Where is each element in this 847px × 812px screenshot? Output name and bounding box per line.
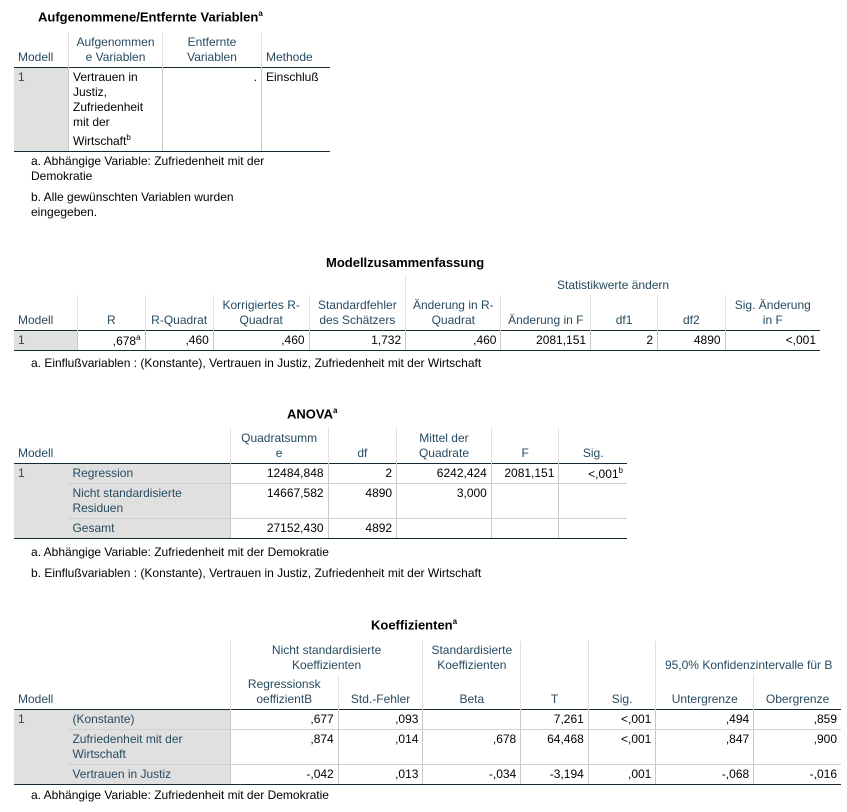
cell-sig: ,001 [588,765,656,785]
col-header-r-quadrat: R-Quadrat [145,295,213,330]
cell-obergrenze: ,900 [754,730,841,765]
group-header-konfidenz: 95,0% Konfidenzintervalle für B [656,641,841,675]
t4-title: Koeffizienten$^a$ [371,617,458,633]
cell-qs: 14667,582 [230,483,328,518]
cell-t: 64,468 [521,730,589,765]
col-header-methode: Methode [262,32,331,67]
t3-footnote-a: a. Abhängige Variable: Zufriedenheit mit der Demokratie [31,545,329,559]
col-header-df2: df2 [658,295,725,330]
row-label-residuen: Nicht standardisierte Residuen [68,483,230,518]
cell-b: ,677 [230,710,338,730]
cell-obergrenze: ,859 [754,710,841,730]
row-header-modell: 1 [14,330,78,350]
cell-sig [559,483,627,518]
col-header-std-fehler: Std.-Fehler [338,675,423,710]
table-row [14,730,841,765]
col-header-modell: Modell [18,312,54,327]
cell-f [491,518,559,538]
row-header-modell: 1 [14,67,69,151]
cell-sig: <,001 [588,730,656,765]
table-row [14,67,330,151]
row-label-regression: Regression [68,463,230,483]
col-header-mittel-quadrate: Mittel der Quadrate [397,428,492,463]
cell-se: ,093 [338,710,423,730]
table-row [14,710,841,730]
cell-standardfehler: 1,732 [309,330,406,350]
t2-footnote-a: a. Einflußvariablen : (Konstante), Vertrauen in Justiz, Zufriedenheit mit der Wirtschaft [31,356,482,370]
cell-sig-aenderung: <,001 [725,330,820,350]
table-row [14,463,627,483]
cell-mq [397,518,492,538]
col-header-df: df [328,428,397,463]
col-header-quadratsumme: Quadratsumm e [230,428,328,463]
cell-aenderung-f: 2081,151 [501,330,591,350]
row-label-konstante: (Konstante) [68,710,230,730]
col-header-aenderung-f: Änderung in F [501,295,591,330]
table-row [14,330,820,350]
cell-r-quadrat: ,460 [145,330,213,350]
cell-entfernt: . [163,67,262,151]
cell-df1: 2 [591,330,658,350]
t3-title: ANOVA$^a$ [287,406,338,422]
cell-qs: 27152,430 [230,518,328,538]
col-header-sig: Sig. [588,675,656,710]
col-header-f: F [491,428,559,463]
col-header-modell: Modell [18,445,54,460]
cell-df: 4892 [328,518,397,538]
cell-methode: Einschluß [262,67,331,151]
col-header-untergrenze: Untergrenze [656,675,754,710]
cell-untergrenze: -,068 [656,765,754,785]
cell-untergrenze: ,494 [656,710,754,730]
row-header-modell: 1 [14,463,68,538]
cell-aenderung-rq: ,460 [406,330,501,350]
cell-beta: ,678 [423,730,521,765]
cell-b: ,874 [230,730,338,765]
cell-df: 4890 [328,483,397,518]
cell-obergrenze: -,016 [754,765,841,785]
cell-sig: <,001$^b$ [559,463,627,483]
col-header-t: T [521,675,589,710]
cell-df: 2 [328,463,397,483]
cell-qs: 12484,848 [230,463,328,483]
t2-title: Modellzusammenfassung [326,255,485,270]
col-header-sig-aenderung: Sig. Änderung in F [725,295,820,330]
col-header-regressionskoeffizient: Regressionsk oeffizientB [230,675,338,710]
cell-f: 2081,151 [491,463,559,483]
col-header-r: R [78,295,146,330]
col-header-entfernt: Entfernte Variablen [163,32,262,67]
table-row [14,765,841,785]
cell-f [491,483,559,518]
table-row [14,518,627,538]
col-header-modell: Modell [18,49,54,64]
col-header-modell: Modell [18,692,54,706]
table-modellzusammenfassung [14,276,820,351]
cell-beta: -,034 [423,765,521,785]
cell-df2: 4890 [658,330,725,350]
t3-footnote-b: b. Einflußvariablen : (Konstante), Vertrauen in Justiz, Zufriedenheit mit der Wirtschaft [31,566,482,580]
row-label-zufriedenheit: Zufriedenheit mit der Wirtschaft [68,730,230,765]
col-header-sig: Sig. [559,428,627,463]
col-header-obergrenze: Obergrenze [754,675,841,710]
row-header-modell: 1 [14,710,68,785]
cell-se: ,013 [338,765,423,785]
t1-footnote-a: a. Abhängige Variable: Zufriedenheit mit der Demokratie [31,154,265,183]
col-header-df1: df1 [591,295,658,330]
cell-untergrenze: ,847 [656,730,754,765]
group-header-statistikwerte: Statistikwerte ändern [406,276,820,295]
t4-footnote-a: a. Abhängige Variable: Zufriedenheit mit der Demokratie [31,788,329,802]
row-label-vertrauen: Vertrauen in Justiz [68,765,230,785]
col-header-variable [68,675,230,710]
cell-aufgenommen: Vertrauen in Justiz, Zufriedenheit mit der Wirtschaft$^b$ [69,67,163,151]
cell-mq: 3,000 [397,483,492,518]
cell-mq: 6242,424 [397,463,492,483]
table-row [14,483,627,518]
cell-t: 7,261 [521,710,589,730]
col-header-aenderung-rq: Änderung in R- Quadrat [406,295,501,330]
col-header-aufgenommen: Aufgenommen e Variablen [69,32,163,67]
cell-beta [423,710,521,730]
cell-t: -3,194 [521,765,589,785]
group-header-nicht-std: Nicht standardisierte Koeffizienten [230,641,423,675]
table-anova [14,428,627,539]
col-header-korr-r-quadrat: Korrigiertes R- Quadrat [213,295,309,330]
cell-sig [559,518,627,538]
group-header-std: Standardisierte Koeffizienten [423,641,521,675]
cell-korr-r-quadrat: ,460 [213,330,309,350]
cell-b: -,042 [230,765,338,785]
cell-r: ,678$^a$ [78,330,146,350]
table-aufgenommene-variablen [14,32,330,152]
cell-sig: <,001 [588,710,656,730]
table-koeffizienten [14,641,841,785]
col-header-standardfehler: Standardfehler des Schätzers [309,295,406,330]
t1-title: Aufgenommene/Entfernte Variablen$^a$ [38,9,263,25]
cell-se: ,014 [338,730,423,765]
t1-footnote-b: b. Alle gewünschten Variablen wurden eingegeben. [31,190,234,219]
row-label-gesamt: Gesamt [68,518,230,538]
col-header-quelle [68,428,230,463]
col-header-beta: Beta [423,675,521,710]
